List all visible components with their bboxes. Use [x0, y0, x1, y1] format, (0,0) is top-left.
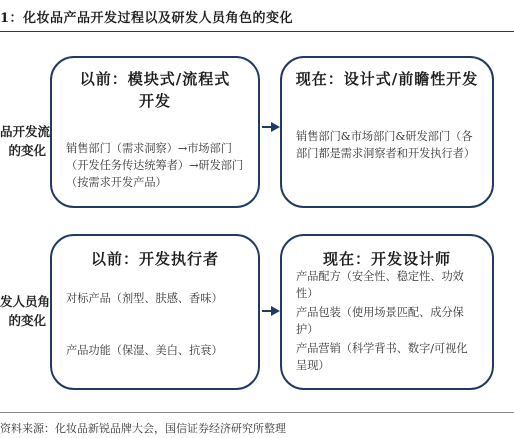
card-now-role-item: 产品配方（安全性、稳定性、功效性）: [296, 270, 464, 300]
figure-title: 1：化妆品产品开发过程以及研发人员角色的变化: [0, 11, 294, 26]
row-label-role-line-1: 发人员角: [0, 294, 51, 309]
footer-divider: [0, 412, 514, 413]
card-now-role-item: 产品包装（使用场景匹配、成分保护）: [296, 306, 464, 336]
card-now-role: [280, 234, 494, 390]
card-before-process: [50, 56, 260, 208]
arrow-right-icon: [262, 126, 278, 128]
card-now-process: [280, 56, 494, 208]
card-now-role-title: 现在：开发设计师: [322, 250, 451, 268]
card-before-role-title: 以前：开发执行者: [90, 250, 219, 268]
arrow-right-icon: [262, 310, 278, 312]
card-before-process-text: 销售部门（需求洞察）→市场部门（开发任务传达统筹者）→研发部门（按需求开发产品）: [66, 142, 244, 189]
row-label-role-line-2: 的变化: [8, 313, 46, 328]
card-before-role: [50, 234, 260, 390]
row-label-process-line-2: 的变化: [8, 143, 46, 158]
card-now-process-text: 销售部门&市场部门&研发部门（各部门都是需求洞察者和开发执行者）: [296, 130, 476, 160]
row-label-role: [0, 292, 51, 330]
source-note: 资料来源：化妆品新锐品牌大会，国信证券经济研究所整理: [0, 422, 286, 435]
title-divider: [0, 31, 514, 32]
card-before-process-title: 以前：模块式/流程式开发: [79, 70, 231, 110]
row-label-process-line-1: 品开发流: [0, 124, 51, 139]
card-now-role-item: 产品营销（科学背书、数字/可视化呈现）: [296, 342, 468, 372]
card-before-role-item: 产品功能（保湿、美白、抗衰）: [66, 344, 223, 357]
row-label-process: [0, 122, 51, 160]
card-before-role-item: 对标产品（剂型、肤感、香味）: [66, 292, 223, 305]
card-now-process-title: 现在：设计式/前瞻性开发: [295, 70, 479, 88]
